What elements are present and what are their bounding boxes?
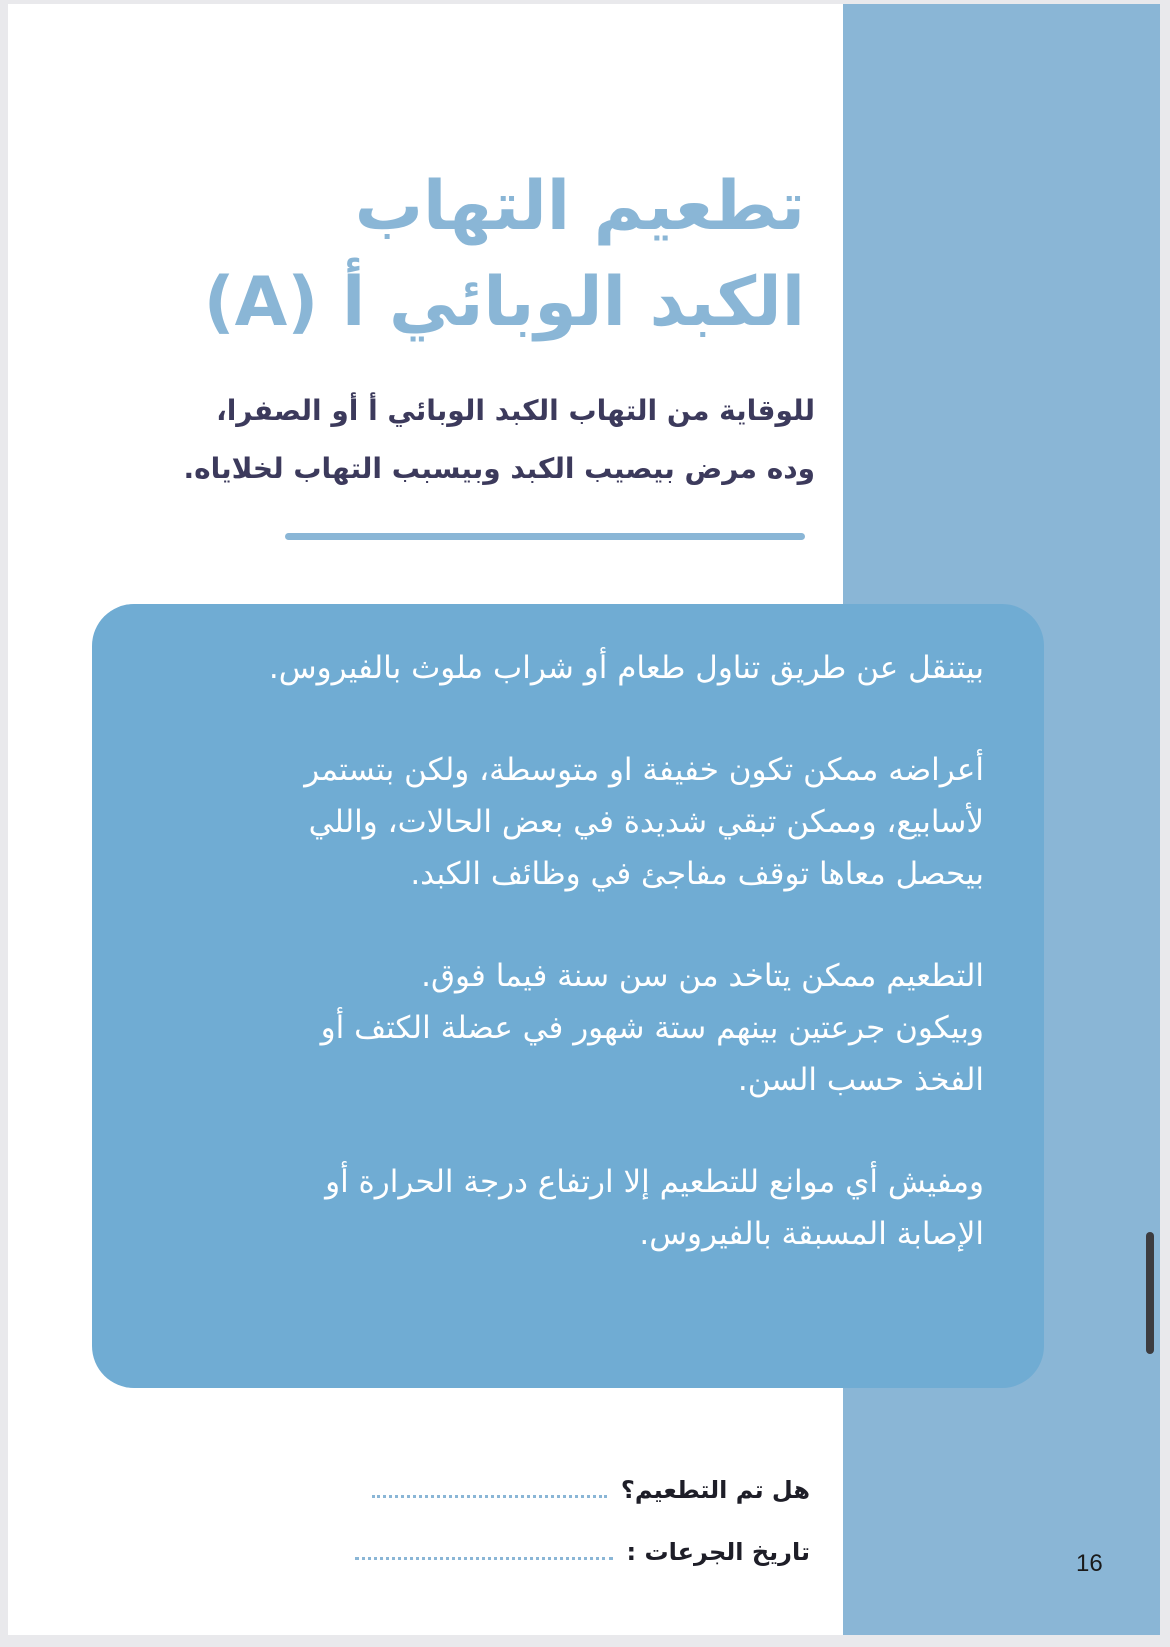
paragraph-line: أعراضه ممكن تكون خفيفة او متوسطة، ولكن بتستمر [304, 752, 984, 788]
paragraph-line: الإصابة المسبقة بالفيروس. [639, 1216, 984, 1252]
vaccinated-answer-field[interactable] [372, 1495, 607, 1498]
doses-date-field[interactable] [355, 1557, 613, 1560]
paragraph-line: ومفيش أي موانع للتطعيم إلا ارتفاع درجة الحرارة أو [325, 1164, 984, 1200]
info-box [92, 604, 1044, 1388]
page-number: 16 [1076, 1550, 1103, 1577]
paragraph-line: بيتنقل عن طريق تناول طعام أو شراب ملوث بالفيروس. [268, 650, 984, 686]
paragraph-symptoms [304, 744, 984, 900]
paragraph-transmission [269, 642, 984, 694]
intro-text [183, 382, 815, 498]
paragraph-contraindications [325, 1156, 984, 1260]
page-title [204, 159, 805, 351]
vertical-scrollbar[interactable] [1146, 1232, 1154, 1354]
paragraph-schedule [321, 950, 984, 1106]
paragraph-line: بيحصل معاها توقف مفاجئ في وظائف الكبد. [410, 856, 984, 892]
paragraph-line: الفخذ حسب السن. [737, 1062, 984, 1098]
vaccinated-label: هل تم التطعيم؟ [620, 1476, 810, 1504]
document-page [8, 4, 1160, 1635]
intro-line-2: وده مرض بيصيب الكبد وبيسبب التهاب لخلاياه. [183, 452, 815, 485]
vaccinated-question-row [372, 1476, 810, 1504]
doses-date-row [355, 1538, 810, 1566]
title-line-2: الكبد الوبائي أ (A) [203, 263, 805, 342]
title-line-1: تطعيم التهاب [354, 167, 805, 246]
doses-date-label: تاريخ الجرعات : [626, 1538, 810, 1566]
paragraph-line: وبيكون جرعتين بينهم ستة شهور في عضلة الكتف أو [320, 1010, 984, 1046]
paragraph-line: التطعيم ممكن يتاخد من سن سنة فيما فوق. [421, 958, 984, 994]
paragraph-line: لأسابيع، وممكن تبقي شديدة في بعض الحالات، واللي [308, 804, 984, 840]
intro-line-1: للوقاية من التهاب الكبد الوبائي أ أو الصفرا، [216, 394, 815, 427]
divider-line [285, 533, 805, 540]
